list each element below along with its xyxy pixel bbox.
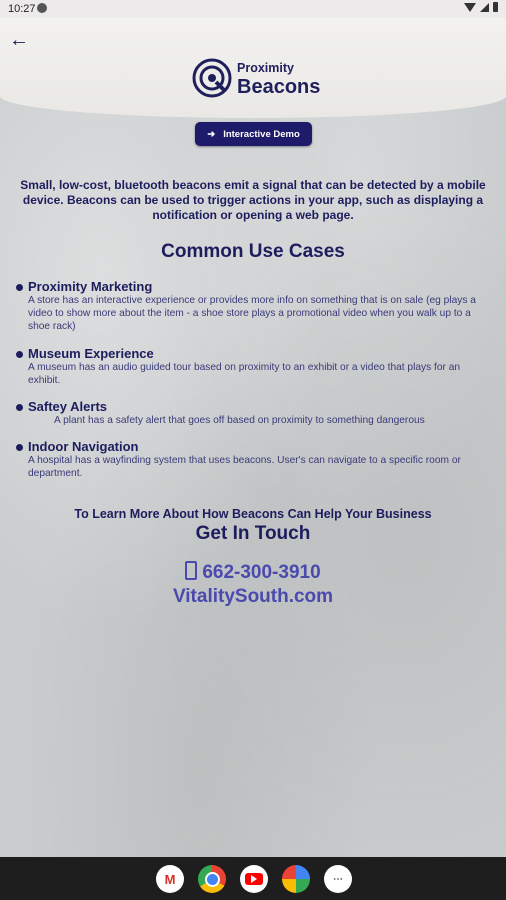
bullet-icon <box>16 404 23 411</box>
wifi-icon <box>464 3 476 12</box>
cta-title: Get In Touch <box>195 523 311 544</box>
use-case-item <box>16 346 494 388</box>
interactive-demo-button[interactable] <box>195 122 312 146</box>
use-case-description: A plant has a safety alert that goes off based on proximity to something dangerous <box>54 415 425 426</box>
chrome-icon[interactable] <box>198 865 226 893</box>
use-case-description: A store has an interactive experience or provides more info on something that is on sale (eg plays a video to show more about the item - a shoe store plays a promotional video when you walk up to a shoe rack) <box>28 295 476 332</box>
proximity-beacons-logo-icon <box>192 58 232 98</box>
bullet-icon <box>16 444 23 451</box>
back-arrow-icon[interactable]: ← <box>9 29 29 51</box>
battery-icon <box>493 2 498 12</box>
phone-number: 662-300-3910 <box>202 562 321 583</box>
youtube-icon[interactable] <box>240 865 268 893</box>
intro-text: Small, low-cost, bluetooth beacons emit a signal that can be detected by a mobile device. Beacons can be used to trigger actions in your app, such as displaying a notification or opening a web page. <box>20 178 486 222</box>
use-case-title: Museum Experience <box>28 346 154 361</box>
apps-icon[interactable]: ⋯ <box>324 865 352 893</box>
interactive-demo-label: Interactive Demo <box>223 128 300 140</box>
bullet-icon <box>16 284 23 291</box>
phone-link[interactable] <box>0 561 506 584</box>
arrow-right-icon: ➜ <box>207 128 216 140</box>
status-time: 10:27 <box>8 3 36 15</box>
brand-title: Beacons <box>237 76 321 98</box>
brand-small-text: Proximity <box>237 61 294 75</box>
use-case-description: A museum has an audio guided tour based on proximity to an exhibit or a video that plays for an exhibit. <box>28 362 461 386</box>
phone-icon <box>185 561 197 580</box>
cta-subtitle: To Learn More About How Beacons Can Help Your Business <box>74 507 432 521</box>
settings-notification-icon <box>37 3 47 13</box>
bullet-icon <box>16 351 23 358</box>
status-icons <box>464 2 498 12</box>
use-case-item <box>16 399 494 429</box>
use-case-item <box>16 279 494 334</box>
gmail-icon[interactable]: M <box>156 865 184 893</box>
photos-icon[interactable] <box>282 865 310 893</box>
website-link[interactable]: VitalitySouth.com <box>172 586 334 607</box>
use-case-title: Saftey Alerts <box>28 399 107 414</box>
status-bar <box>0 0 506 18</box>
use-case-description: A hospital has a wayfinding system that uses beacons. User's can navigate to a specific room or department. <box>28 455 461 479</box>
use-case-title: Indoor Navigation <box>28 439 139 454</box>
use-case-item <box>16 439 494 481</box>
section-title: Common Use Cases <box>161 241 345 262</box>
signal-icon <box>480 3 489 12</box>
use-case-title: Proximity Marketing <box>28 279 153 294</box>
